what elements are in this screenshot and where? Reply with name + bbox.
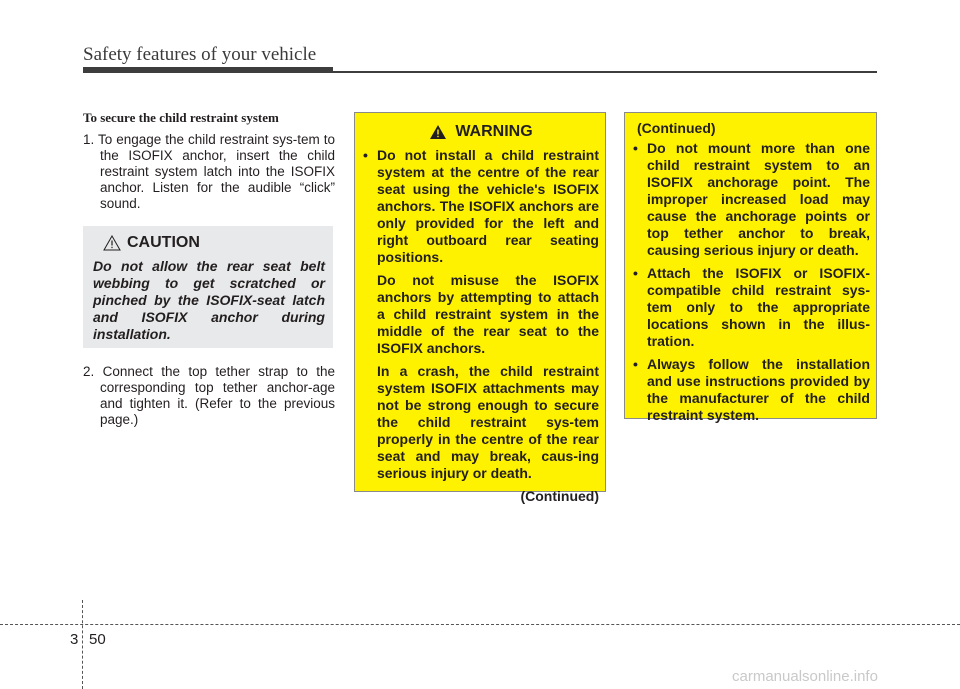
bullet-dot: • xyxy=(633,356,638,372)
caution-body: Do not allow the rear seat belt webbing to get scratched or pinched by the ISOFIX-seat latch and ISOFIX anchor during installation. xyxy=(93,258,325,342)
chapter-number: 3 xyxy=(70,631,79,648)
caution-triangle-icon xyxy=(103,235,121,251)
warning-box xyxy=(354,112,606,504)
warning-paragraph-3: In a crash, the child restraint system ISOFIX attachments may not be strong enough to secure the child restraint sys-tem properly in the centre of the rear seat and may break, caus-ing serious injury or death. xyxy=(377,363,599,481)
warning-continued-box xyxy=(624,112,877,423)
header-title: Safety features of your vehicle xyxy=(83,44,317,65)
continued-label: (Continued) xyxy=(637,120,716,136)
warning-bullet-1-text: Do not install a child restraint system at the centre of the rear seat using the vehicle's ISOFIX anchors. The ISOFIX anchors are only provided for the left and right outboard rear seating positions. xyxy=(377,147,599,265)
caution-box xyxy=(83,226,333,348)
section-heading: To secure the child restraint system xyxy=(83,110,279,125)
bullet-dot: • xyxy=(633,140,638,156)
header-bar xyxy=(83,67,333,73)
step-2-block xyxy=(83,364,335,428)
warning-title: WARNING xyxy=(455,123,533,140)
caution-header xyxy=(103,234,325,252)
header-rule xyxy=(333,71,877,73)
footer-divider xyxy=(82,600,83,689)
watermark: carmanualsonline.info xyxy=(732,668,878,685)
warning-triangle-icon xyxy=(429,124,447,140)
warning-cont-bullet-2-text: Attach the ISOFIX or ISOFIX-compatible child restraint sys-tem only to the appropriate locations shown in the illus-tration. xyxy=(647,265,870,349)
warning-cont-bullet-1 xyxy=(633,140,870,259)
warning-cont-bullet-1-text: Do not mount more than one child restraint system to an ISOFIX anchorage point. The improper increased load may cause the anchorage points or top tether anchor to break, causing serious injury or death. xyxy=(647,140,870,258)
left-column xyxy=(83,110,335,212)
step-1: 1. To engage the child restraint sys-tem to the ISOFIX anchor, insert the child restraint system latch into the ISOFIX anchor. Listen for the audible “click” sound. xyxy=(83,132,335,211)
warning-header xyxy=(363,123,599,141)
bullet-dot: • xyxy=(633,265,638,281)
footer-rule xyxy=(0,624,960,625)
warning-cont-bullet-3 xyxy=(633,356,870,424)
step-2: 2. Connect the top tether strap to the corresponding top tether anchor-age and tighten it. (Refer to the previous page.) xyxy=(83,364,335,427)
caution-title: CAUTION xyxy=(127,234,200,251)
page-number: 50 xyxy=(89,631,106,648)
warning-cont-bullet-2 xyxy=(633,265,870,350)
warning-paragraph-2: Do not misuse the ISOFIX anchors by attempting to attach a child restraint system in the middle of the rear seat to the ISOFIX anchors. xyxy=(377,272,599,356)
warning-cont-bullet-3-text: Always follow the installation and use instructions provided by the manufacturer of the child restraint system. xyxy=(647,356,870,423)
warning-bullet-1 xyxy=(363,147,599,266)
warning-continued: (Continued) xyxy=(520,488,599,504)
bullet-dot: • xyxy=(363,147,368,163)
